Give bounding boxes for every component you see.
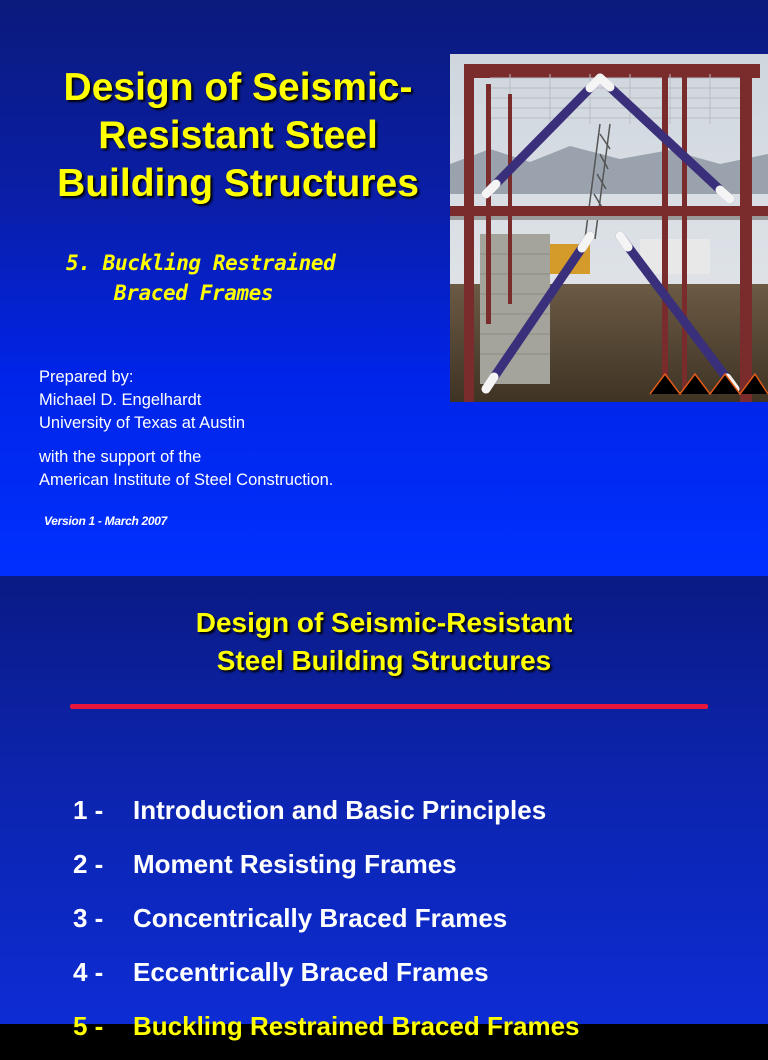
author-name: Michael D. Engelhardt — [39, 391, 202, 409]
chapter-item — [73, 844, 580, 898]
chapter-number: 3 - — [73, 903, 104, 933]
support-line: with the support of the — [39, 448, 202, 466]
title-line: Building Structures — [57, 162, 419, 205]
slide-title — [24, 64, 452, 208]
support-block — [39, 446, 333, 492]
title-line: Design of Seismic- — [63, 66, 413, 109]
prepared-label: Prepared by: — [39, 368, 134, 386]
author-block — [39, 366, 245, 435]
title-line: Resistant Steel — [98, 114, 378, 157]
chapter-title: Concentrically Braced Frames — [133, 903, 508, 933]
steel-frame-photo — [450, 54, 768, 402]
chapter-title: Buckling Restrained Braced Frames — [133, 1011, 580, 1041]
chapter-list — [73, 790, 580, 1060]
title-line: Design of Seismic-Resistant — [195, 607, 573, 638]
support-line: American Institute of Steel Construction. — [39, 471, 334, 489]
chapter-title: Eccentrically Braced Frames — [133, 957, 489, 987]
subtitle-line: Braced Frames — [114, 281, 274, 305]
chapter-item-current — [73, 1006, 580, 1060]
slide-subtitle — [66, 248, 335, 308]
chapter-title: Moment Resisting Frames — [133, 849, 457, 879]
chapter-item — [73, 790, 580, 844]
contents-title — [0, 604, 768, 680]
title-divider — [70, 704, 708, 709]
chapter-item — [73, 898, 580, 952]
chapter-number: 1 - — [73, 795, 104, 825]
subtitle-line: 5. Buckling Restrained — [66, 251, 336, 275]
chapter-item — [73, 952, 580, 1006]
contents-slide — [0, 576, 768, 1041]
chapter-number: 4 - — [73, 957, 104, 987]
version-label: Version 1 - March 2007 — [44, 514, 168, 528]
chapter-number: 5 - — [73, 1011, 104, 1041]
title-line: Steel Building Structures — [216, 645, 552, 676]
author-affiliation: University of Texas at Austin — [39, 414, 246, 432]
chapter-number: 2 - — [73, 849, 104, 879]
chapter-title: Introduction and Basic Principles — [133, 795, 547, 825]
